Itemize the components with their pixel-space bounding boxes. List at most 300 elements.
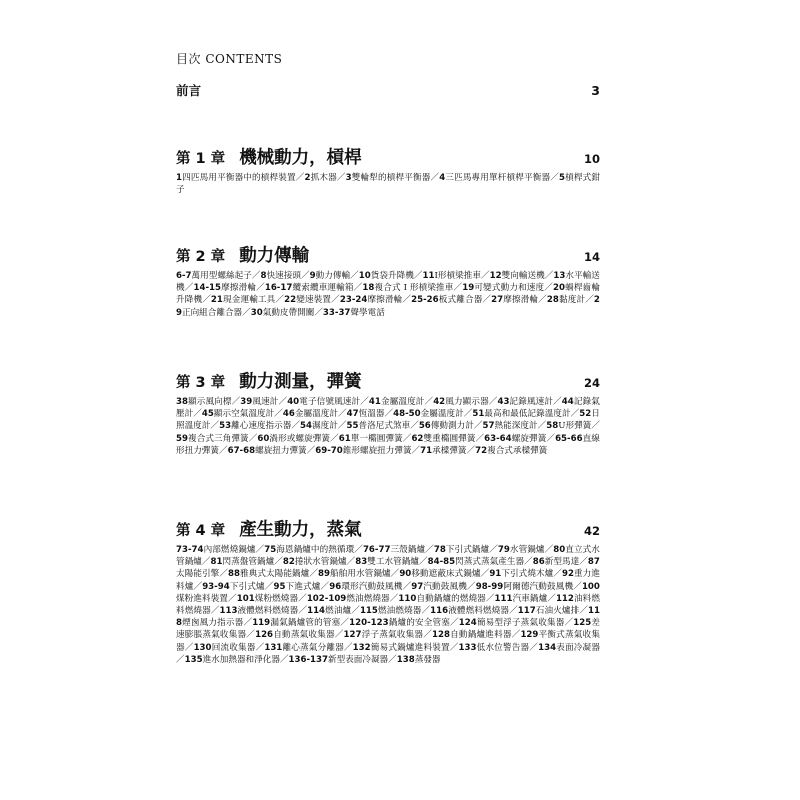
entry-title: 鍋爐的安全管塞 — [388, 618, 451, 629]
entry-title: 簡易型浮子蒸氣收集器 — [476, 618, 565, 629]
toc-entry[interactable] — [475, 446, 547, 456]
entry-separator: ／ — [544, 545, 554, 555]
entry-number: 18 — [362, 283, 375, 294]
entry-separator: ／ — [509, 606, 518, 617]
entry-separator: ／ — [384, 409, 394, 420]
entry-title: 三殼鍋爐 — [390, 545, 426, 555]
chapter-number: 第 2 章 — [176, 249, 226, 265]
entry-separator: ／ — [547, 593, 556, 604]
entry-separator: ／ — [306, 445, 316, 456]
entry-number: 80 — [553, 545, 566, 555]
entry-separator: ／ — [389, 593, 399, 604]
toc-entry[interactable] — [194, 643, 256, 653]
chapter-heading[interactable] — [176, 242, 600, 264]
entry-separator: ／ — [219, 569, 228, 580]
entry-title: 熱能深度計 — [494, 421, 538, 432]
entry-title: 煙囪風力指示器 — [181, 618, 244, 629]
entry-separator: ／ — [278, 397, 288, 407]
entry-number: 134 — [538, 642, 557, 653]
toc-entry[interactable] — [287, 397, 360, 407]
entry-number: 136-137 — [288, 654, 328, 665]
entry-separator: ／ — [274, 409, 283, 420]
toc-entry[interactable] — [546, 421, 591, 431]
preface-title: 前言 — [176, 83, 202, 98]
toc-entry[interactable] — [219, 606, 298, 616]
entry-number: 101 — [236, 593, 255, 604]
toc-entry[interactable] — [307, 594, 390, 604]
entry-title: 快速接頭 — [266, 271, 302, 281]
entry-number: 59 — [176, 433, 188, 444]
toc-entry[interactable] — [300, 421, 338, 431]
toc-entry[interactable] — [219, 421, 291, 431]
entry-separator: ／ — [550, 173, 559, 183]
entry-separator: ／ — [275, 295, 285, 306]
toc-entry[interactable] — [355, 557, 419, 567]
entry-number: 97 — [411, 581, 424, 592]
toc-entry[interactable] — [547, 295, 585, 305]
entry-title: 日照溫度計 — [176, 409, 600, 432]
chapter-heading[interactable] — [176, 144, 600, 166]
entry-title: 複合式承樑彈簧 — [487, 445, 548, 456]
entry-number: 52 — [579, 409, 592, 420]
entry-number: 45 — [201, 409, 214, 420]
toc-entry[interactable] — [533, 557, 580, 567]
entry-number: 129 — [520, 630, 539, 641]
entry-title: 煤粉燃燒器 — [254, 593, 299, 604]
toc-entry[interactable] — [202, 409, 274, 419]
entry-separator: ／ — [346, 557, 356, 568]
chapter-page-number: 14 — [583, 250, 600, 264]
toc-entry[interactable] — [283, 409, 338, 419]
toc-entry[interactable] — [176, 173, 296, 183]
chapter-number: 第 1 章 — [176, 151, 226, 167]
entry-title: 渦形或螺旋彈簧 — [269, 433, 331, 444]
entry-separator: ／ — [466, 445, 476, 456]
entry-separator: ／ — [544, 271, 554, 281]
toc-entry[interactable] — [339, 434, 403, 444]
entry-number: 135 — [184, 654, 203, 665]
entry-separator: ／ — [201, 557, 211, 568]
entry-title: 槓桿式鉗子 — [176, 173, 600, 196]
entry-separator: ／ — [353, 283, 363, 294]
entry-title: 閃蒸式蒸氣產生器 — [455, 557, 525, 568]
toc-entry[interactable] — [432, 630, 512, 640]
entry-title: 液體燃料燃燒器 — [448, 606, 510, 617]
toc-entry[interactable] — [283, 557, 347, 567]
toc-entry[interactable] — [194, 283, 257, 293]
chapter-heading[interactable] — [176, 516, 600, 538]
entry-number: 93-94 — [202, 581, 230, 592]
entry-separator: ／ — [291, 421, 301, 432]
toc-entry[interactable] — [323, 308, 385, 318]
entry-number: 1 — [176, 173, 182, 183]
toc-entry[interactable] — [497, 397, 553, 407]
entry-number: 4 — [439, 173, 446, 183]
toc-entry[interactable] — [430, 606, 509, 616]
entry-number: 8 — [260, 271, 267, 281]
entry-separator: ／ — [330, 433, 339, 444]
entry-separator: ／ — [184, 283, 194, 294]
toc-entry[interactable] — [538, 643, 600, 653]
entry-title: 燃油燃燒器 — [346, 593, 390, 604]
entry-title: 離心速度指示器 — [231, 421, 292, 432]
entry-number: 67-68 — [227, 445, 256, 456]
toc-entry[interactable] — [428, 557, 525, 567]
entry-number: 40 — [287, 397, 300, 407]
entry-title: 差速膨脹蒸氣收集器 — [176, 618, 600, 641]
entry-number: 89 — [317, 569, 330, 580]
entry-separator: ／ — [264, 581, 274, 592]
toc-entry[interactable] — [264, 643, 344, 653]
entry-title: 螺旋彈簧 — [511, 433, 547, 444]
entry-number: 63-64 — [484, 433, 512, 444]
entry-number: 87 — [587, 557, 600, 568]
toc-entry[interactable] — [257, 434, 330, 444]
toc-entry[interactable] — [255, 630, 335, 640]
entry-number: 88 — [227, 569, 240, 580]
entry-separator: ／ — [351, 606, 360, 617]
entry-number: 54 — [300, 421, 312, 432]
entry-title: 抓木器 — [310, 173, 337, 183]
entry-separator: ／ — [485, 593, 495, 604]
toc-entry[interactable] — [228, 446, 307, 456]
chapter-entries — [176, 396, 600, 457]
entry-title: 液體燃料燃燒器 — [237, 606, 299, 617]
toc-entry[interactable] — [472, 409, 570, 419]
toc-entry[interactable] — [459, 618, 565, 628]
toc-entry[interactable] — [329, 582, 402, 592]
entry-title: 漏氣鍋爐管的管塞 — [270, 618, 341, 629]
entry-number: 92 — [561, 569, 574, 580]
entry-separator: ／ — [463, 409, 473, 420]
entry-separator: ／ — [350, 271, 359, 281]
entry-separator: ／ — [480, 569, 490, 580]
toc-entry[interactable] — [360, 606, 422, 616]
chapter-3 — [176, 368, 600, 457]
entry-title: 汽車鍋爐 — [512, 593, 548, 604]
toc-entry[interactable] — [363, 545, 425, 555]
entry-number: 90 — [399, 569, 412, 580]
entry-title: 傳動測力計 — [430, 421, 474, 432]
toc-entry[interactable] — [310, 271, 351, 281]
toc-entry[interactable] — [176, 434, 249, 444]
entry-title: 油料燃料燃燒器 — [176, 593, 600, 617]
entry-separator: ／ — [453, 283, 463, 294]
entry-title: 現金運輸工具 — [222, 295, 276, 306]
entry-title: 離心蒸氣分離器 — [282, 642, 344, 653]
entry-title: 顯示空氣溫度計 — [213, 409, 275, 420]
entry-number: 21 — [210, 295, 223, 306]
entry-separator: ／ — [546, 433, 556, 444]
entry-number: 124 — [458, 618, 477, 629]
entry-separator: ／ — [243, 618, 253, 629]
entry-separator: ／ — [564, 618, 574, 629]
entry-title: 平衡式蒸氣收集器 — [176, 630, 600, 653]
toc-entry[interactable] — [491, 295, 538, 305]
toc-entry[interactable] — [228, 569, 309, 579]
entry-title: 板式離合器 — [438, 295, 483, 306]
entry-separator: ／ — [242, 307, 251, 318]
entry-number: 38 — [176, 397, 188, 407]
entry-title: 雙工水管鍋爐 — [367, 557, 419, 568]
entry-number: 110 — [398, 593, 417, 604]
entry-title: 單一橢圓彈簧 — [350, 433, 403, 444]
entry-number: 102-109 — [306, 593, 347, 604]
entry-title: 雙向輸送機 — [501, 271, 545, 281]
entry-title: 海恩鍋爐中的熱循環 — [276, 545, 355, 555]
entry-separator: ／ — [218, 445, 228, 456]
entry-title: U形彈簧 — [558, 421, 592, 432]
entry-separator: ／ — [274, 557, 283, 568]
chapter-page-number: 10 — [583, 152, 600, 166]
entry-separator: ／ — [338, 409, 347, 420]
toc-entry[interactable] — [483, 421, 538, 431]
chapter-page-number: 24 — [583, 376, 600, 390]
entry-separator: ／ — [340, 618, 350, 629]
entry-title: 船舶用水管鍋爐 — [329, 569, 391, 580]
entry-title: 直線形扭力彈簧 — [176, 433, 600, 456]
entry-separator: ／ — [482, 295, 492, 306]
entry-title: 閃蒸盤管鍋爐 — [222, 557, 275, 568]
entry-number: 79 — [497, 545, 510, 555]
entry-number: 30 — [250, 307, 263, 318]
entry-separator: ／ — [295, 173, 305, 183]
entry-number: 27 — [491, 295, 504, 306]
entry-title: 環形汽動鼓風機 — [341, 581, 403, 592]
toc-entry[interactable] — [420, 446, 466, 456]
toc-entry[interactable] — [498, 545, 545, 555]
toc-entry[interactable] — [315, 446, 411, 456]
entry-title: 浮子蒸氣收集器 — [361, 630, 424, 641]
entry-number: 83 — [355, 557, 368, 568]
entry-title: 聲學電話 — [350, 307, 385, 318]
entry-separator: ／ — [354, 545, 363, 555]
chapter-title: 機械動力，槓桿 — [239, 148, 362, 168]
preface-row[interactable] — [176, 81, 600, 99]
toc-entry[interactable] — [346, 173, 431, 183]
toc-entry[interactable] — [344, 630, 424, 640]
entry-title: 四匹馬用平衡器中的槓桿裝置 — [181, 173, 296, 183]
entry-title: 風速計 — [252, 397, 279, 407]
entry-title: 變速裝置 — [296, 295, 332, 306]
entry-separator: ／ — [255, 545, 265, 555]
entry-number: 125 — [573, 618, 592, 629]
chapter-entries — [176, 270, 600, 319]
toc-entry[interactable] — [252, 618, 340, 628]
chapter-title: 產生動力，蒸氣 — [239, 520, 362, 540]
chapter-entries — [176, 544, 600, 666]
entry-separator: ／ — [466, 581, 476, 592]
toc-entry[interactable] — [362, 283, 453, 293]
chapter-number: 第 3 章 — [176, 375, 226, 391]
toc-entry[interactable] — [211, 295, 275, 305]
entry-number: 14-15 — [193, 283, 221, 294]
toc-entry[interactable] — [439, 173, 550, 183]
entry-number: 131 — [264, 642, 283, 653]
toc-entry[interactable] — [305, 173, 337, 183]
toc-entry[interactable] — [347, 421, 411, 431]
entry-title: 顯示風向標 — [187, 397, 232, 407]
entry-title: 表面冷凝器 — [556, 642, 600, 653]
entry-number: 81 — [210, 557, 223, 568]
toc-entry[interactable] — [176, 545, 256, 555]
entry-title: 螺旋扭力彈簧 — [255, 445, 307, 456]
entry-separator: ／ — [279, 654, 289, 665]
entry-separator: ／ — [402, 433, 412, 444]
entry-separator: ／ — [246, 630, 256, 641]
entry-separator: ／ — [256, 283, 265, 294]
entry-separator: ／ — [591, 421, 600, 432]
entry-separator: ／ — [450, 618, 459, 629]
toc-entry[interactable] — [397, 655, 441, 665]
entry-number: 114 — [307, 606, 326, 617]
toc-entry[interactable] — [237, 594, 298, 604]
toc-entry[interactable] — [347, 409, 385, 419]
entry-title: 石油火爐排 — [535, 606, 580, 617]
entry-separator: ／ — [176, 654, 185, 665]
entry-title: 內部燃燒鍋爐 — [203, 545, 256, 555]
entry-separator: ／ — [473, 421, 483, 432]
entry-separator: ／ — [337, 421, 347, 432]
entry-number: 86 — [532, 557, 545, 568]
toc-entry[interactable] — [261, 271, 302, 281]
toc-entry[interactable] — [423, 271, 482, 281]
toc-entry[interactable] — [434, 545, 489, 555]
entry-separator: ／ — [309, 569, 318, 580]
entry-separator: ／ — [489, 545, 498, 555]
entry-number: 138 — [396, 654, 415, 665]
entry-separator: ／ — [488, 397, 498, 407]
entry-number: 82 — [282, 557, 295, 568]
entry-title: 燃油爐 — [325, 606, 352, 617]
toc-entry[interactable] — [484, 434, 546, 444]
toc-entry[interactable] — [393, 409, 464, 419]
entry-number: 29 — [176, 295, 600, 318]
entry-title: 三匹馬專用單杆槓桿平衡器 — [445, 173, 551, 183]
toc-entry[interactable] — [176, 397, 232, 407]
toc-entry[interactable] — [462, 283, 544, 293]
entry-number: 10 — [358, 271, 371, 281]
entry-number: 46 — [282, 409, 295, 420]
toc-entry[interactable] — [185, 655, 280, 665]
entry-title: 金屬溫度計 — [380, 397, 425, 407]
entry-title: 蒸發器 — [414, 654, 441, 665]
toc-entry[interactable] — [518, 606, 580, 616]
toc-entry[interactable] — [264, 545, 354, 555]
toc-entry[interactable] — [490, 271, 545, 281]
entry-number: 20 — [553, 283, 565, 294]
entry-title: 貨袋升降機 — [370, 271, 414, 281]
toc-entry[interactable] — [265, 283, 354, 293]
toc-entry[interactable] — [411, 582, 467, 592]
toc-entry[interactable] — [176, 271, 252, 281]
entry-title: 動力傳輸 — [315, 271, 351, 281]
toc-entry[interactable] — [274, 582, 321, 592]
toc-entry[interactable] — [349, 618, 450, 628]
toc-entry[interactable] — [359, 271, 414, 281]
entry-title: 自動鍋爐進料器 — [449, 630, 512, 641]
entry-number: 51 — [472, 409, 485, 420]
entry-number: 100 — [581, 581, 600, 592]
toc-entry[interactable] — [353, 643, 450, 653]
entry-number: 120-123 — [349, 618, 389, 629]
entry-title: 摩擦滑輪 — [503, 295, 539, 306]
entry-separator: ／ — [544, 283, 554, 294]
entry-number: 62 — [411, 433, 424, 444]
entry-number: 33-37 — [322, 307, 351, 318]
entry-number: 13 — [553, 271, 566, 281]
entry-title: 進水加熱器和淨化器 — [202, 654, 280, 665]
toc-entry[interactable] — [240, 397, 278, 407]
entry-separator: ／ — [320, 581, 330, 592]
entry-title: 太陽能引擎 — [176, 569, 220, 580]
entry-number: 2 — [304, 173, 311, 183]
entry-separator: ／ — [231, 397, 241, 407]
entry-separator: ／ — [331, 295, 340, 306]
chapter-heading[interactable] — [176, 368, 600, 390]
entry-number: 95 — [273, 581, 286, 592]
toc-entry[interactable] — [340, 295, 403, 305]
entry-separator: ／ — [413, 271, 423, 281]
entry-separator: ／ — [298, 606, 308, 617]
entry-separator: ／ — [585, 295, 594, 306]
toc-entry[interactable] — [489, 569, 553, 579]
entry-number: 91 — [489, 569, 502, 580]
entry-number: 16-17 — [264, 283, 293, 294]
entry-number: 57 — [482, 421, 495, 432]
toc-entry[interactable] — [398, 594, 485, 604]
toc-entry[interactable] — [399, 569, 480, 579]
toc-entry[interactable] — [251, 308, 315, 318]
toc-entry[interactable] — [433, 397, 489, 407]
toc-entry[interactable] — [459, 643, 530, 653]
entry-number: 55 — [346, 421, 359, 432]
entry-separator: ／ — [228, 593, 237, 604]
toc-entry[interactable] — [202, 582, 265, 592]
entry-separator: ／ — [553, 397, 562, 407]
toc-entry[interactable] — [476, 582, 573, 592]
entry-title: 最高和最低記錄溫度計 — [484, 409, 571, 420]
preface-page-number: 3 — [591, 83, 600, 98]
entry-separator: ／ — [421, 606, 431, 617]
entry-separator: ／ — [210, 421, 220, 432]
entry-number: 128 — [432, 630, 450, 641]
entry-number: 39 — [240, 397, 253, 407]
entry-separator: ／ — [193, 409, 202, 420]
entry-number: 96 — [329, 581, 342, 592]
toc-entry[interactable] — [411, 295, 482, 305]
toc-entry[interactable] — [495, 594, 548, 604]
entry-separator: ／ — [255, 642, 265, 653]
toc-entry[interactable] — [211, 557, 275, 567]
entry-title: 纜索纜車運輸箱 — [292, 283, 354, 294]
entry-number: 11 — [422, 271, 435, 281]
toc-entry[interactable] — [318, 569, 391, 579]
toc-entry[interactable] — [289, 655, 389, 665]
entry-title: 雙輪犁的槓桿平衡器 — [351, 173, 431, 183]
toc-entry[interactable] — [411, 434, 475, 444]
entry-separator: ／ — [449, 642, 459, 653]
entry-number: 6-7 — [176, 271, 192, 281]
toc-entry[interactable] — [419, 421, 474, 431]
contents-header: 目次 CONTENTS — [176, 52, 283, 66]
toc-entry[interactable] — [307, 606, 351, 616]
entry-separator: ／ — [298, 593, 307, 604]
chapter-entries — [176, 172, 600, 196]
entry-separator: ／ — [388, 654, 397, 665]
toc-entry[interactable] — [369, 397, 425, 407]
toc-entry[interactable] — [284, 295, 331, 305]
